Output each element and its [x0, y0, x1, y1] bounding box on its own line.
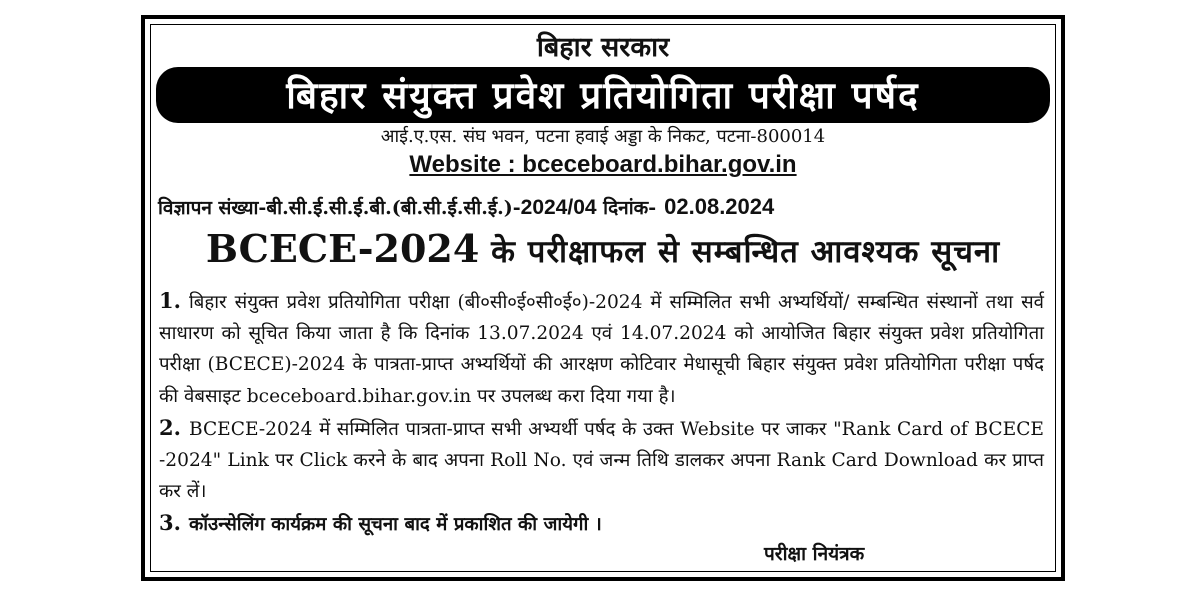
- paragraph-text: BCECE-2024 में सम्मिलित पात्रता-प्राप्त सभी अभ्यर्थी पर्षद के उक्त Website पर जाकर "Rank Card of BCECE -2024" Link पर Click करने के बाद अपना Roll No. एवं जन्म तिथि डालकर अपना Rank Card Download कर प्राप्त कर लें।: [159, 418, 1044, 503]
- paragraph-number: 1.: [159, 288, 181, 313]
- reference-date: 02.08.2024: [664, 194, 775, 219]
- reference-number: 2024/04: [520, 196, 597, 219]
- board-website: Website : bceceboard.bihar.gov.in: [409, 151, 797, 178]
- paragraph-text: कॉउन्सेलिंग कार्यक्रम की सूचना बाद में प्रकाशित की जायेगी ।: [188, 514, 602, 536]
- notice-paragraph-1: [159, 285, 1044, 412]
- headline-exam: BCECE-2024: [205, 226, 480, 271]
- notice-body: [159, 285, 1044, 541]
- paragraph-number: 3.: [159, 510, 181, 536]
- signatory-designation: परीक्षा नियंत्रक: [764, 543, 865, 565]
- paragraph-number: 2.: [159, 414, 181, 440]
- notice-paragraph-2: [159, 412, 1044, 508]
- advertisement-reference: [158, 193, 774, 222]
- notice-headline: [150, 226, 1056, 275]
- board-name-banner: बिहार संयुक्त प्रवेश प्रतियोगिता परीक्षा पर्षद: [156, 67, 1050, 123]
- paragraph-text: बिहार संयुक्त प्रवेश प्रतियोगिता परीक्षा (बी०सी०ई०सी०ई०)-2024 में सम्मिलित सभी अभ्यर्थियों/ सम्बन्धित संस्थानों तथा सर्व साधारण को सूचित किया जाता है कि दिनांक 13.07.2024 एवं 14.07.2024 को आयोजित बिहार संयुक्त प्रवेश प्रतियोगिता परीक्षा (BCECE)-2024 के पात्रता-प्राप्त अभ्यर्थियों की आरक्षण कोटिवार मेधासूची बिहार संयुक्त प्रवेश प्रतियोगिता परीक्षा पर्षद की वेबसाइट bceceboard.bihar.gov.in पर उपलब्ध करा दिया गया है।: [159, 292, 1044, 407]
- board-address: आई.ए.एस. संघ भवन, पटना हवाई अड्डा के निकट, पटना-800014: [380, 126, 826, 147]
- notice-paragraph-3: [159, 507, 1044, 540]
- reference-date-label: दिनांक-: [596, 197, 657, 219]
- reference-label: विज्ञापन संख्या-बी.सी.ई.सी.ई.बी.(बी.सी.ई.सी.ई.)-: [158, 197, 521, 219]
- government-heading: बिहार सरकार: [536, 32, 670, 63]
- headline-subject: के परीक्षाफल से सम्बन्धित आवश्यक सूचना: [479, 234, 1001, 270]
